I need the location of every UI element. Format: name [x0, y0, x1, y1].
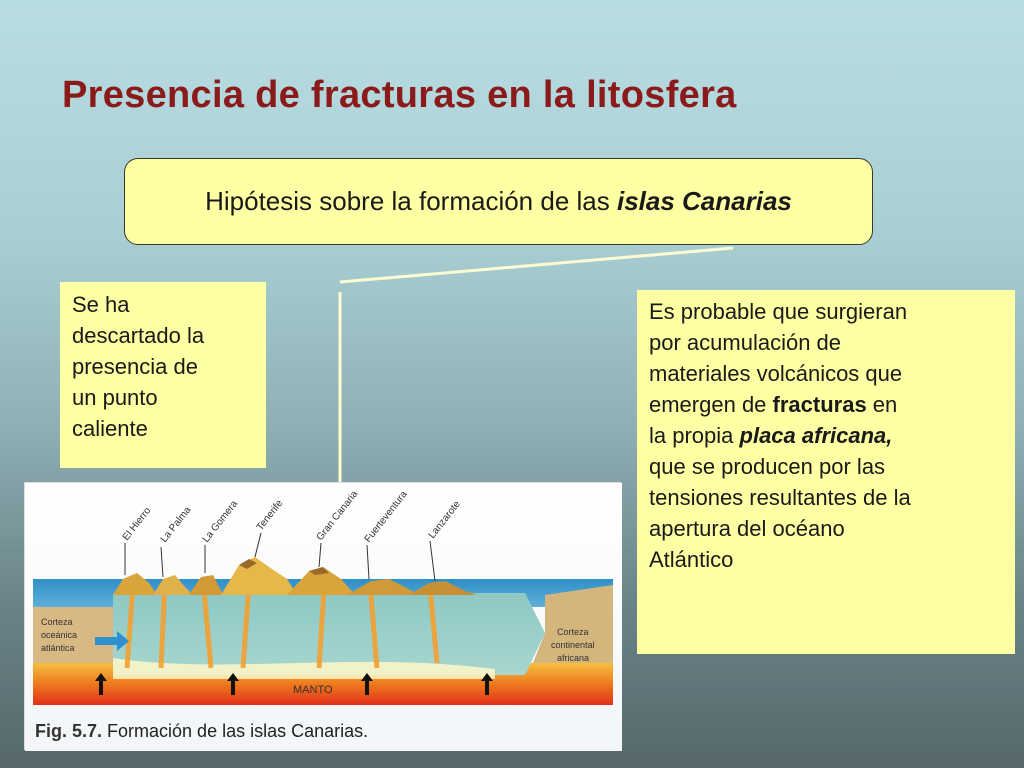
- right-note-line: que se producen por las: [649, 454, 886, 479]
- hypothesis-emphasis: islas Canarias: [616, 186, 792, 216]
- cross-section-illustration: [25, 483, 622, 751]
- right-note-line: [649, 389, 1003, 420]
- hypothesis-text: [205, 186, 792, 217]
- right-note-line: apertura del océano: [649, 516, 845, 541]
- right-note-line: [649, 420, 1003, 451]
- figure-number: Fig. 5.7.: [35, 721, 103, 741]
- continental-crust-label: Corteza: [557, 627, 589, 637]
- right-note-line: materiales volcánicos que: [649, 361, 903, 386]
- island-label-tenerife: Tenerife: [254, 498, 286, 533]
- right-note-line: tensiones resultantes de la: [649, 485, 911, 510]
- left-note-line: caliente: [72, 416, 148, 441]
- right-note-line: Atlántico: [649, 547, 734, 572]
- right-note-text: emergen de: [649, 392, 773, 417]
- right-note-line: Es probable que surgieran: [649, 299, 908, 324]
- oceanic-crust-label: atlántica: [41, 643, 75, 653]
- island-label-fuerteventura: Fuerteventura: [362, 489, 410, 545]
- island-label-gran-canaria: Gran Canaria: [314, 488, 361, 543]
- left-note-line: presencia de: [72, 354, 198, 379]
- right-note: [637, 290, 1015, 654]
- island-label-lanzarote: Lanzarote: [426, 499, 463, 541]
- figure-caption: [35, 721, 368, 742]
- fracturas-keyword: fracturas: [772, 392, 867, 417]
- oceanic-crust-label: oceánica: [41, 630, 78, 640]
- left-note-line: Se ha: [72, 292, 130, 317]
- oceanic-crust-label: Corteza: [41, 617, 73, 627]
- right-note-text: la propia: [649, 423, 740, 448]
- mantle-label: MANTO: [293, 684, 333, 696]
- placa-africana-keyword: placa africana,: [739, 423, 893, 448]
- island-label-la-palma: La Palma: [158, 504, 194, 545]
- continental-crust-label: continental: [551, 640, 595, 650]
- hypothesis-prefix: Hipótesis sobre la formación de las: [205, 186, 617, 216]
- figure-caption-text: Formación de las islas Canarias.: [102, 721, 369, 741]
- left-note-line: un punto: [72, 385, 158, 410]
- right-note-text: en: [866, 392, 898, 417]
- continental-crust-label: africana: [557, 653, 590, 663]
- hypothesis-box: [124, 158, 873, 245]
- canary-islands-figure: [24, 482, 621, 750]
- island-label-la-gomera: La Gomera: [200, 498, 241, 545]
- right-note-line: por acumulación de: [649, 330, 842, 355]
- island-label-el-hierro: El Hierro: [120, 505, 154, 543]
- left-note-line: descartado la: [72, 323, 205, 348]
- slide-title: Presencia de fracturas en la litosfera: [62, 74, 737, 116]
- left-note: [60, 282, 266, 468]
